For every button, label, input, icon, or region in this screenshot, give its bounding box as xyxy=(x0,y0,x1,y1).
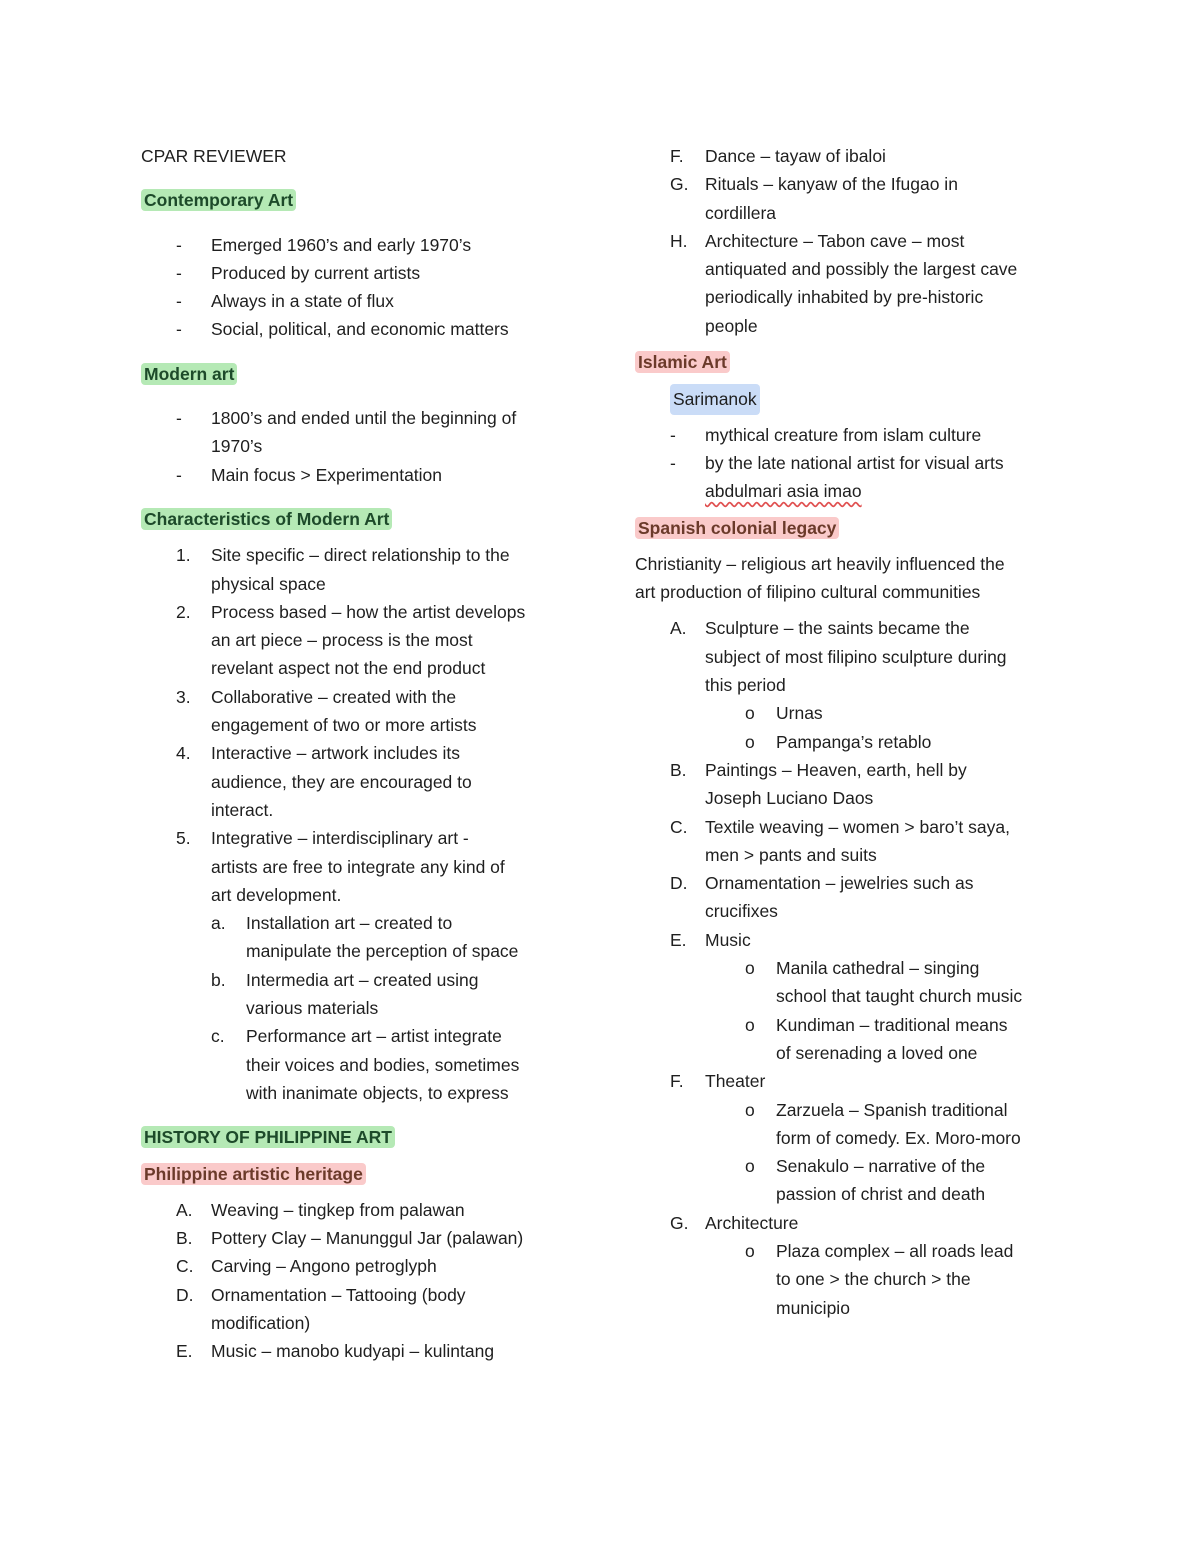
circle-bullet: o xyxy=(745,703,755,724)
circle-bullet: o xyxy=(745,1014,755,1035)
list-item: - Social, political, and economic matters xyxy=(141,315,591,343)
sub-list-item: Manila cathedral – singing xyxy=(776,958,980,979)
circle-bullet: o xyxy=(745,1099,755,1120)
list-item: - Produced by current artists xyxy=(141,259,591,287)
circle-bullet: o xyxy=(745,958,755,979)
circle-bullet: o xyxy=(745,731,755,752)
list-item: Integrative – interdisciplinary art - xyxy=(211,828,469,849)
heading-characteristics: Characteristics of Modern Art xyxy=(141,508,392,530)
sub-list-item: Urnas xyxy=(776,703,823,724)
list-item: Weaving – tingkep from palawan xyxy=(211,1199,465,1220)
dash-bullet: - xyxy=(176,319,182,340)
list-item: Music xyxy=(705,929,751,950)
dash-bullet: - xyxy=(176,234,182,255)
page-title: CPAR REVIEWER xyxy=(141,146,287,166)
sub-list-item: Intermedia art – created using xyxy=(246,969,479,990)
heading-modern-art: Modern art xyxy=(141,363,237,385)
list-item: by the late national artist for visual arts xyxy=(705,452,1004,473)
list-item: Site specific – direct relationship to the xyxy=(211,545,510,566)
list-item: mythical creature from islam culture xyxy=(705,424,982,445)
list-item: Pottery Clay – Manunggul Jar (palawan) xyxy=(211,1228,524,1249)
paragraph: Christianity – religious art heavily influenced the xyxy=(635,553,1005,574)
dash-bullet: - xyxy=(176,291,182,312)
list-item: Music – manobo kudyapi – kulintang xyxy=(211,1341,495,1362)
sub-list-item: Kundiman – traditional means xyxy=(776,1014,1008,1035)
list-item: Textile weaving – women > baro’t saya, xyxy=(705,816,1010,837)
sub-list-item: Senakulo – narrative of the xyxy=(776,1156,986,1177)
dash-bullet: - xyxy=(670,424,676,445)
heading-spanish-colonial-legacy: Spanish colonial legacy xyxy=(635,517,839,539)
list-item: Ornamentation – jewelries such as xyxy=(705,873,974,894)
sub-list-item: Installation art – created to xyxy=(246,913,453,934)
list-item: - Emerged 1960’s and early 1970’s xyxy=(141,231,591,259)
dash-bullet: - xyxy=(176,262,182,283)
list-item: Paintings – Heaven, earth, hell by xyxy=(705,759,967,780)
list-item: - Main focus > Experimentation xyxy=(141,461,591,489)
dash-bullet: - xyxy=(176,408,182,429)
sub-list-item: Plaza complex – all roads lead xyxy=(776,1240,1014,1261)
sub-list-item: Pampanga’s retablo xyxy=(776,731,932,752)
list-item: Architecture xyxy=(705,1212,799,1233)
list-item: Interactive – artwork includes its xyxy=(211,743,460,764)
heading-history-philippine-art: HISTORY OF PHILIPPINE ART xyxy=(141,1126,395,1148)
list-item: Dance – tayaw of ibaloi xyxy=(705,146,886,166)
sub-list-item: Zarzuela – Spanish traditional xyxy=(776,1099,1008,1120)
dash-bullet: - xyxy=(670,452,676,473)
list-item: Process based – how the artist develops xyxy=(211,601,526,622)
dash-bullet: - xyxy=(176,464,182,485)
heading-philippine-artistic-heritage: Philippine artistic heritage xyxy=(141,1163,366,1185)
heading-islamic-art: Islamic Art xyxy=(635,351,730,373)
list-item: Rituals – kanyaw of the Ifugao in xyxy=(705,174,958,195)
sub-list-item: Performance art – artist integrate xyxy=(246,1026,502,1047)
left-column: CPAR REVIEWER Contemporary Art - Emerged 1960’s and early 1970’s - Produced by current artists - Always in a state of flux - Social, political, and economic matters Modern art - 1800’s and ended until the beginning of 1970’s - Main focus > Experimentation Characteristics of Modern Art 1. Site specific – direct relationship to the physical space 2. Process based – how the artist develops an art piece – process is the most revelant aspect not the end product 3. Collaborative – created with the engagement of two or more artists 4. Interactive – artwork includes its audience, they are encouraged to interact. 5. Integrative – interdisciplinary art - artists are free to integrate any kind of art development. a. Installation art – created to manipulate the perception of space b. Intermedia art – created using various materials c. Performance art – artist integrate their voices and bodies, sometimes with inanimate objects, to express HISTORY OF PHILIPPINE ART Philippine artistic heritage A. Weaving – tingkep from palawan B. Pottery Clay – Manunggul Jar (palawan) C. Carving – Angono petroglyph D. Ornamentation – Tattooing (body modification) E. Music – manobo kudyapi – kulintang xyxy=(141,142,591,1366)
list-item: Ornamentation – Tattooing (body xyxy=(211,1284,466,1305)
list-item: Sculpture – the saints became the xyxy=(705,618,970,639)
list-item-continued: 1970’s xyxy=(211,436,263,457)
subheading-sarimanok: Sarimanok xyxy=(670,384,760,414)
list-item: - 1800’s and ended until the beginning of xyxy=(141,404,591,432)
list-item: Collaborative – created with the xyxy=(211,686,457,707)
circle-bullet: o xyxy=(745,1240,755,1261)
heading-contemporary-art: Contemporary Art xyxy=(141,189,296,211)
list-item: Theater xyxy=(705,1071,766,1092)
list-item: - Always in a state of flux xyxy=(141,287,591,315)
right-column: F. Dance – tayaw of ibaloi G. Rituals – kanyaw of the Ifugao in cordillera H. Architecture – Tabon cave – most antiquated and possibly the largest cave periodically inhabited by pre-historic people Islamic Art Sarimanok - mythical creature from islam culture - by the late national artist for visual arts abdulmari asia imao Spanish colonial legacy Christianity – religious art heavily influenced the art production of filipino cultural communities A. Sculpture – the saints became the subject of most filipino sculpture during this period o Urnas o Pampanga’s retablo B. Paintings – Heaven, earth, hell by Joseph Luciano Daos C. Textile weaving – women > baro’t saya, men > pants and suits D. Ornamentation – jewelries such as crucifixes E. Music o Manila cathedral – singing school that taught church music o Kundiman – traditional means of serenading a loved one F. Theater o Zarzuela – Spanish traditional form of comedy. Ex. Moro-moro o Senakulo – narrative of the passion of christ and death G. Architecture o Plaza complex – all roads lead to one > the church > the municipio xyxy=(635,142,1075,1322)
circle-bullet: o xyxy=(745,1156,755,1177)
list-item: Architecture – Tabon cave – most xyxy=(705,230,965,251)
list-item: Carving – Angono petroglyph xyxy=(211,1256,437,1277)
